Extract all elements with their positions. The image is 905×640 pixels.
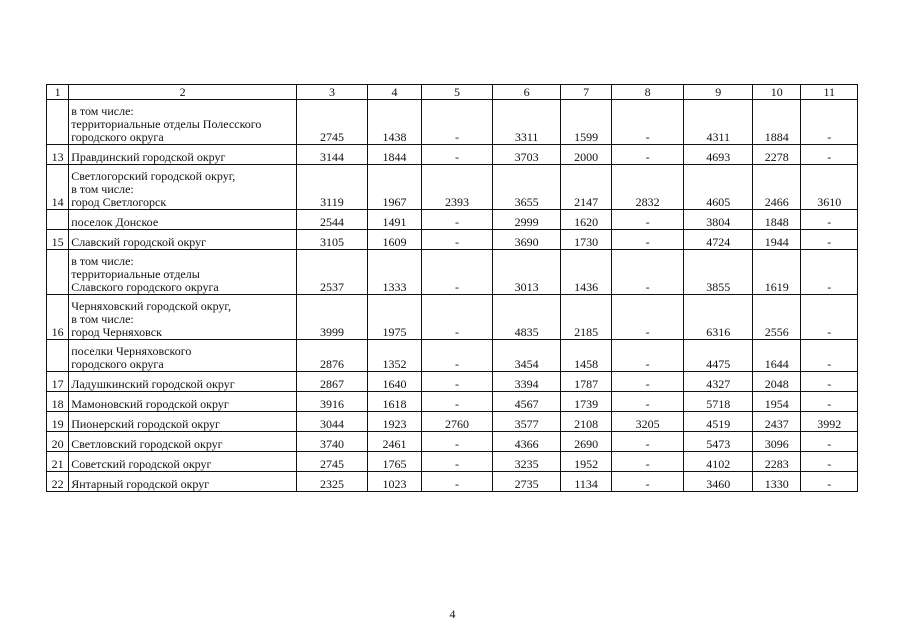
value-cell: - [801,452,858,472]
table-body [47,100,858,492]
value-cell: 1787 [561,372,611,392]
row-number: 18 [47,392,69,412]
value-cell: - [801,230,858,250]
value-cell: - [611,372,684,392]
table-row [47,100,858,145]
value-cell: 3999 [297,295,368,340]
value-cell: 2147 [561,165,611,210]
value-cell: - [611,452,684,472]
value-cell: 3855 [684,250,753,295]
column-header: 2 [69,85,297,100]
value-cell: - [801,295,858,340]
value-cell: 4835 [492,295,561,340]
district-name [69,230,297,250]
table-row [47,340,858,372]
district-name [69,432,297,452]
value-cell: 3119 [297,165,368,210]
district-name-line: Ладушкинский городской округ [71,377,235,391]
value-cell: 1619 [753,250,801,295]
value-cell: - [422,145,493,165]
row-number: 22 [47,472,69,492]
district-name [69,145,297,165]
column-header: 1 [47,85,69,100]
page-number: 4 [449,607,456,621]
value-cell: 2876 [297,340,368,372]
district-name [69,412,297,432]
row-number: 14 [47,165,69,210]
value-cell: 1739 [561,392,611,412]
value-cell: 3013 [492,250,561,295]
column-header: 4 [367,85,421,100]
value-cell: - [611,230,684,250]
value-cell: - [422,230,493,250]
district-name-line: Правдинский городской округ [71,150,226,164]
row-number: 20 [47,432,69,452]
table-row [47,392,858,412]
column-header: 10 [753,85,801,100]
row-number: 16 [47,295,69,340]
row-number: 15 [47,230,69,250]
value-cell: 1436 [561,250,611,295]
row-number: 17 [47,372,69,392]
district-name-line: Черняховский городской округ, [71,299,231,313]
value-cell: 1644 [753,340,801,372]
value-cell: 3044 [297,412,368,432]
value-cell: 2325 [297,472,368,492]
value-cell: 3394 [492,372,561,392]
value-cell: 1134 [561,472,611,492]
value-cell: 3235 [492,452,561,472]
district-name [69,165,297,210]
value-cell: 2185 [561,295,611,340]
value-cell: 6316 [684,295,753,340]
value-cell: 4102 [684,452,753,472]
row-number: 19 [47,412,69,432]
district-name [69,100,297,145]
value-cell: 2461 [367,432,421,452]
value-cell: - [611,100,684,145]
value-cell: 1975 [367,295,421,340]
value-cell: - [422,372,493,392]
value-cell: 1884 [753,100,801,145]
district-name [69,452,297,472]
district-name-line: Мамоновский городской округ [71,397,229,411]
district-name-line: территориальные отделы [71,267,200,281]
district-name-line: городского округа [71,130,164,144]
value-cell: 3610 [801,165,858,210]
district-name [69,250,297,295]
value-cell: 2000 [561,145,611,165]
value-cell: 4475 [684,340,753,372]
district-name-line: поселки Черняховского [71,344,192,358]
column-header: 9 [684,85,753,100]
value-cell: - [611,472,684,492]
district-name-line: Пионерский городской округ [71,417,220,431]
data-table [46,84,858,492]
value-cell: 2735 [492,472,561,492]
value-cell: 2048 [753,372,801,392]
value-cell: 1618 [367,392,421,412]
value-cell: 5473 [684,432,753,452]
value-cell: 1848 [753,210,801,230]
value-cell: - [801,472,858,492]
value-cell: 4724 [684,230,753,250]
value-cell: - [422,210,493,230]
value-cell: 1730 [561,230,611,250]
value-cell: 2283 [753,452,801,472]
district-name-line: Светлогорский городской округ, [71,169,236,183]
table-row [47,412,858,432]
column-header: 11 [801,85,858,100]
value-cell: 1944 [753,230,801,250]
value-cell: 4567 [492,392,561,412]
value-cell: 3690 [492,230,561,250]
value-cell: - [611,210,684,230]
table-row [47,210,858,230]
value-cell: - [611,145,684,165]
district-name-line: Янтарный городской округ [71,477,210,491]
district-name-line: город Светлогорск [71,195,167,209]
value-cell: 4605 [684,165,753,210]
district-name-line: в том числе: [71,254,134,268]
table-row [47,432,858,452]
row-number [47,340,69,372]
row-number: 21 [47,452,69,472]
row-number [47,210,69,230]
value-cell: 2393 [422,165,493,210]
table-row [47,145,858,165]
value-cell: 1954 [753,392,801,412]
column-header: 6 [492,85,561,100]
value-cell: 3740 [297,432,368,452]
value-cell: 1952 [561,452,611,472]
value-cell: 1438 [367,100,421,145]
value-cell: - [801,210,858,230]
column-header: 7 [561,85,611,100]
district-name [69,472,297,492]
value-cell: 4366 [492,432,561,452]
table-row [47,295,858,340]
value-cell: - [611,250,684,295]
value-cell: - [801,250,858,295]
district-name [69,210,297,230]
table-row [47,165,858,210]
column-header: 5 [422,85,493,100]
district-name [69,392,297,412]
value-cell: 3096 [753,432,801,452]
district-name [69,340,297,372]
value-cell: 1765 [367,452,421,472]
value-cell: 1023 [367,472,421,492]
district-name-line: Светловский городской округ [71,437,223,451]
value-cell: 2690 [561,432,611,452]
district-name-line: в том числе: [71,182,134,196]
district-name-line: городского округа [71,357,164,371]
district-name-line: территориальные отделы Полесского [71,117,262,131]
district-name-line: город Черняховск [71,325,162,339]
value-cell: 3311 [492,100,561,145]
value-cell: - [611,432,684,452]
value-cell: 2745 [297,100,368,145]
row-number [47,250,69,295]
value-cell: 2832 [611,165,684,210]
district-name-line: в том числе: [71,312,134,326]
value-cell: 4693 [684,145,753,165]
value-cell: - [422,392,493,412]
value-cell: 1923 [367,412,421,432]
value-cell: 2544 [297,210,368,230]
value-cell: 4519 [684,412,753,432]
value-cell: 1352 [367,340,421,372]
row-number [47,100,69,145]
district-name [69,372,297,392]
table-row [47,372,858,392]
value-cell: - [422,340,493,372]
value-cell: 4327 [684,372,753,392]
district-name-line: Славский городской округ [71,235,207,249]
value-cell: - [422,295,493,340]
district-name [69,295,297,340]
value-cell: 1609 [367,230,421,250]
value-cell: - [801,432,858,452]
value-cell: - [422,250,493,295]
district-name-line: поселок Донское [71,215,159,229]
value-cell: - [801,372,858,392]
value-cell: 1844 [367,145,421,165]
value-cell: 3454 [492,340,561,372]
value-cell: - [801,100,858,145]
value-cell: 2760 [422,412,493,432]
value-cell: 4311 [684,100,753,145]
value-cell: 3460 [684,472,753,492]
district-name-line: в том числе: [71,104,134,118]
value-cell: - [801,340,858,372]
value-cell: 2867 [297,372,368,392]
value-cell: 1640 [367,372,421,392]
value-cell: 3992 [801,412,858,432]
table-row [47,472,858,492]
value-cell: 2999 [492,210,561,230]
value-cell: 1330 [753,472,801,492]
header-row [47,85,858,100]
value-cell: 2108 [561,412,611,432]
value-cell: 3916 [297,392,368,412]
table-row [47,230,858,250]
value-cell: - [422,100,493,145]
value-cell: 3577 [492,412,561,432]
value-cell: - [422,452,493,472]
column-header: 3 [297,85,368,100]
value-cell: 5718 [684,392,753,412]
table-row [47,452,858,472]
value-cell: 1458 [561,340,611,372]
value-cell: 1620 [561,210,611,230]
value-cell: - [611,340,684,372]
value-cell: 3804 [684,210,753,230]
value-cell: - [422,432,493,452]
value-cell: 2437 [753,412,801,432]
district-name-line: Советский городской округ [71,457,212,471]
value-cell: 1967 [367,165,421,210]
value-cell: 1333 [367,250,421,295]
value-cell: 2745 [297,452,368,472]
district-name-line: Славского городского округа [71,280,219,294]
value-cell: 3703 [492,145,561,165]
value-cell: 3655 [492,165,561,210]
value-cell: 3205 [611,412,684,432]
value-cell: 3144 [297,145,368,165]
value-cell: 1599 [561,100,611,145]
value-cell: 2537 [297,250,368,295]
column-header: 8 [611,85,684,100]
value-cell: 1491 [367,210,421,230]
value-cell: 3105 [297,230,368,250]
value-cell: - [611,392,684,412]
value-cell: - [801,145,858,165]
value-cell: 2278 [753,145,801,165]
table-row [47,250,858,295]
value-cell: 2556 [753,295,801,340]
value-cell: - [422,472,493,492]
row-number: 13 [47,145,69,165]
value-cell: - [801,392,858,412]
value-cell: - [611,295,684,340]
value-cell: 2466 [753,165,801,210]
